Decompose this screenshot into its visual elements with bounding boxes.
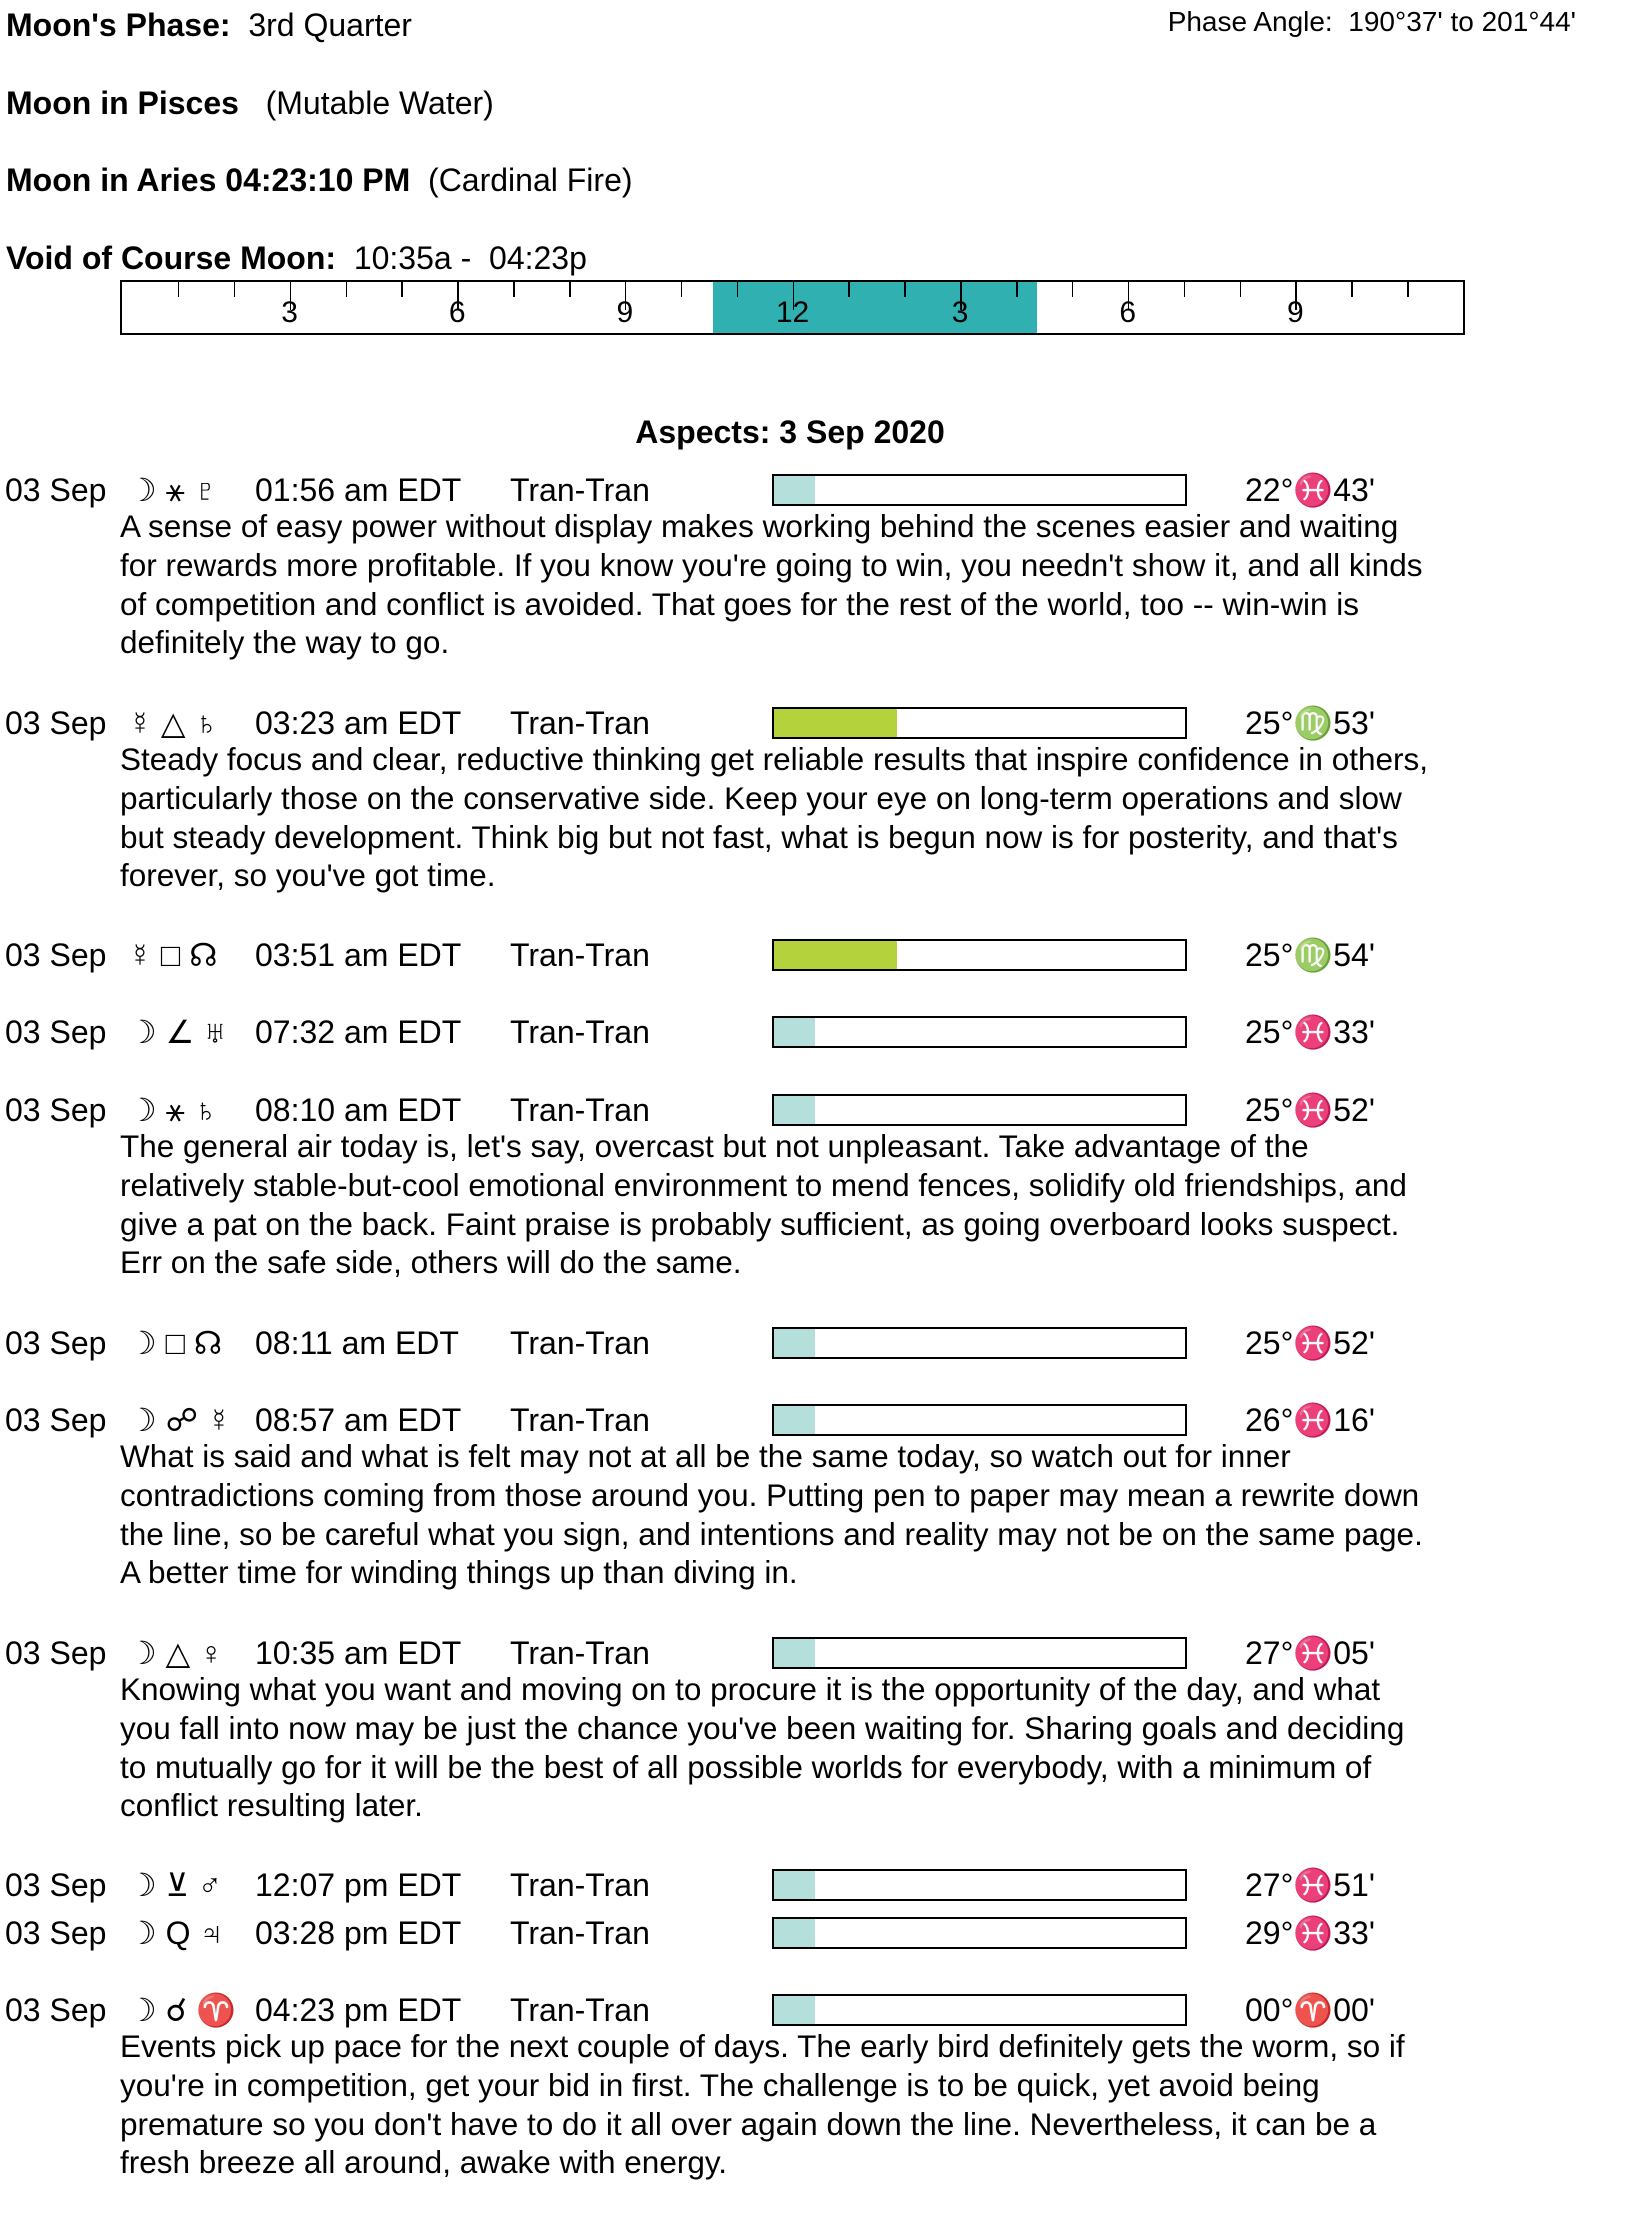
- timeline-tick: [1016, 282, 1018, 297]
- timeline-hour-label: 6: [1119, 296, 1137, 329]
- aspect-description-line: but steady development. Think big but not fast, what is begun now is for posterity, and that's: [120, 818, 1398, 855]
- aspect-time: 01:56 am EDT: [255, 472, 462, 508]
- aspect-strength-fill: [774, 941, 897, 969]
- void-of-course-timeline: [120, 280, 1465, 335]
- aspect-description-line: Err on the safe side, others will do the same.: [120, 1244, 742, 1281]
- aspect-strength-bar: [772, 707, 1187, 739]
- aspect-glyphs-icon: ☽ Q ♃: [128, 1915, 224, 1951]
- aspect-date: 03 Sep: [5, 1325, 107, 1361]
- aspect-description-line: contradictions coming from those around you. Putting pen to paper may mean a rewrite down: [120, 1476, 1420, 1513]
- aspect-degree: 22°♓43': [1245, 472, 1375, 508]
- aspect-row: [0, 470, 1634, 510]
- aspect-description: [120, 507, 1600, 662]
- timeline-tick: [178, 282, 180, 297]
- aspect-glyphs-icon: ☽ ⚹ ♇: [128, 472, 218, 508]
- aspect-degree: 29°♓33': [1245, 1915, 1375, 1951]
- aspect-time: 12:07 pm EDT: [255, 1867, 462, 1903]
- aspect-kind: Tran-Tran: [510, 1867, 650, 1903]
- aspect-time: 03:28 pm EDT: [255, 1915, 462, 1951]
- aspect-description-line: A better time for winding things up than diving in.: [120, 1554, 798, 1591]
- timeline-hour-label: 3: [951, 296, 969, 329]
- aspect-kind: Tran-Tran: [510, 937, 650, 973]
- aspect-kind: Tran-Tran: [510, 1092, 650, 1128]
- aspect-date: 03 Sep: [5, 1992, 107, 2028]
- aspect-description-line: you fall into now may be just the chance you've been waiting for. Sharing goals and deciding: [120, 1709, 1405, 1746]
- aspect-date: 03 Sep: [5, 1635, 107, 1671]
- aspect-row: [0, 703, 1634, 743]
- aspect-row: [0, 1913, 1634, 1953]
- aspect-time: 04:23 pm EDT: [255, 1992, 462, 2028]
- aspect-kind: Tran-Tran: [510, 1635, 650, 1671]
- aspect-description-line: the line, so be careful what you sign, and intentions and reality may not be on the same page.: [120, 1515, 1423, 1552]
- aspect-date: 03 Sep: [5, 1402, 107, 1438]
- aspect-date: 03 Sep: [5, 1014, 107, 1050]
- aspect-row: [0, 1633, 1634, 1673]
- aspect-kind: Tran-Tran: [510, 1014, 650, 1050]
- aspect-date: 03 Sep: [5, 1867, 107, 1903]
- aspect-strength-bar: [772, 939, 1187, 971]
- aspect-strength-bar: [772, 1994, 1187, 2026]
- aspect-degree: 00°♈00': [1245, 1992, 1375, 2028]
- aspect-row: [0, 1865, 1634, 1905]
- timeline-tick: [1072, 282, 1074, 297]
- aspect-description: [120, 2027, 1600, 2182]
- aspects-title: Aspects: 3 Sep 2020: [635, 414, 945, 450]
- aspect-kind: Tran-Tran: [510, 1992, 650, 2028]
- aspect-time: 08:10 am EDT: [255, 1092, 462, 1128]
- aspect-description-line: Steady focus and clear, reductive thinking get reliable results that inspire confidence in others,: [120, 741, 1429, 777]
- aspect-degree: 25°♍54': [1245, 937, 1375, 973]
- aspect-date: 03 Sep: [5, 705, 107, 741]
- moon-ingress-line: [6, 162, 633, 198]
- void-of-course-label: Void of Course Moon:: [6, 240, 337, 276]
- aspect-strength-bar: [772, 1637, 1187, 1669]
- aspect-kind: Tran-Tran: [510, 1325, 650, 1361]
- aspect-glyphs-icon: ☽ ☍ ☿: [128, 1402, 231, 1438]
- void-of-course-value: 10:35a - 04:23p: [353, 240, 587, 276]
- aspect-degree: 27°♓05': [1245, 1635, 1375, 1671]
- aspect-description-line: Knowing what you want and moving on to procure it is the opportunity of the day, and what: [120, 1671, 1381, 1707]
- aspect-strength-fill: [774, 1096, 815, 1124]
- moon-phase-value: 3rd Quarter: [248, 7, 412, 43]
- timeline-tick: [1351, 282, 1353, 297]
- aspect-strength-fill: [774, 1018, 815, 1046]
- moon-phase-label: Moon's Phase:: [6, 7, 231, 43]
- aspect-strength-bar: [772, 1094, 1187, 1126]
- aspect-kind: Tran-Tran: [510, 472, 650, 508]
- aspect-row: [0, 935, 1634, 975]
- aspect-time: 03:51 am EDT: [255, 937, 462, 973]
- aspect-description-line: definitely the way to go.: [120, 624, 450, 661]
- timeline-hour-label: 6: [448, 296, 466, 329]
- timeline-tick: [346, 282, 348, 297]
- timeline-tick: [569, 282, 571, 297]
- aspect-kind: Tran-Tran: [510, 1402, 650, 1438]
- aspect-row: [0, 1400, 1634, 1440]
- aspect-description-line: premature so you don't have to do it all over again down the line. Nevertheless, it can be a: [120, 2105, 1377, 2142]
- aspect-description-line: to mutually go for it will be the best of all possible worlds for everybody, with a minimum of: [120, 1748, 1372, 1785]
- aspect-description: [120, 740, 1600, 895]
- aspect-description-line: give a pat on the back. Faint praise is probably sufficient, as going overboard looks suspect.: [120, 1205, 1400, 1242]
- aspect-strength-fill: [774, 1329, 815, 1357]
- aspect-degree: 27°♓51': [1245, 1867, 1375, 1903]
- moon-sign-quality: (Mutable Water): [265, 85, 494, 121]
- aspect-strength-fill: [774, 1996, 815, 2024]
- aspect-description-line: of competition and conflict is avoided. That goes for the rest of the world, too -- win-win is: [120, 585, 1360, 622]
- aspect-glyphs-icon: ☿ □ ☊: [128, 937, 218, 973]
- aspect-description: [120, 1437, 1600, 1592]
- aspect-glyphs-icon: ☽ △ ♀: [128, 1635, 224, 1671]
- aspect-glyphs-icon: ☿ △ ♄: [128, 705, 219, 741]
- aspect-strength-bar: [772, 1869, 1187, 1901]
- aspect-description: [120, 1670, 1600, 1825]
- moon-phase-line: [6, 7, 412, 43]
- aspect-date: 03 Sep: [5, 937, 107, 973]
- aspect-description-line: forever, so you've got time.: [120, 857, 496, 894]
- aspect-glyphs-icon: ☽ ☌ ♈: [128, 1992, 236, 2028]
- timeline-tick: [848, 282, 850, 297]
- aspect-strength-fill: [774, 1639, 815, 1667]
- timeline-hour-label: 9: [1287, 296, 1304, 329]
- aspect-time: 08:11 am EDT: [255, 1325, 459, 1361]
- aspect-description-line: What is said and what is felt may not at all be the same today, so watch out for inner: [120, 1438, 1291, 1474]
- phase-angle-line: [1168, 5, 1576, 39]
- aspect-description-line: Events pick up pace for the next couple of days. The early bird definitely gets the worm, so if: [120, 2028, 1405, 2064]
- timeline-hour-label: 3: [281, 296, 298, 329]
- aspect-strength-fill: [774, 709, 897, 737]
- aspect-date: 03 Sep: [5, 1915, 107, 1951]
- aspect-description-line: you're in competition, get your bid in first. The challenge is to be quick, yet avoid being: [120, 2066, 1320, 2103]
- moon-sign-line: [6, 85, 494, 121]
- aspect-degree: 25°♓33': [1245, 1014, 1375, 1050]
- aspect-description-line: The general air today is, let's say, overcast but not unpleasant. Take advantage of the: [120, 1128, 1309, 1164]
- aspect-row: [0, 1323, 1634, 1363]
- aspect-glyphs-icon: ☽ ⚹ ♄: [128, 1092, 218, 1128]
- aspect-kind: Tran-Tran: [510, 1915, 650, 1951]
- aspect-strength-bar: [772, 1327, 1187, 1359]
- aspect-time: 07:32 am EDT: [255, 1014, 462, 1050]
- aspect-description-line: relatively stable-but-cool emotional environment to mend fences, solidify old friendships, and: [120, 1166, 1407, 1203]
- aspect-degree: 25°♍53': [1245, 705, 1375, 741]
- aspect-description-line: conflict resulting later.: [120, 1787, 423, 1824]
- phase-angle-label: Phase Angle:: [1167, 6, 1333, 37]
- aspect-description: [120, 1127, 1600, 1282]
- timeline-tick: [234, 282, 236, 297]
- aspect-strength-bar: [772, 1016, 1187, 1048]
- aspect-strength-fill: [774, 476, 815, 504]
- aspect-strength-bar: [772, 1404, 1187, 1436]
- timeline-tick: [1240, 282, 1242, 297]
- aspect-description-line: for rewards more profitable. If you know you're going to win, you needn't show it, and all kinds: [120, 546, 1423, 583]
- aspect-glyphs-icon: ☽ ⊻ ♂: [128, 1867, 222, 1903]
- timeline-tick: [513, 282, 515, 297]
- aspect-strength-bar: [772, 1917, 1187, 1949]
- timeline-tick: [1407, 282, 1409, 297]
- aspect-time: 08:57 am EDT: [255, 1402, 462, 1438]
- timeline-tick: [681, 282, 683, 297]
- aspect-row: [0, 1990, 1634, 2030]
- void-of-course-line: [6, 240, 587, 276]
- moon-ingress-label: Moon in Aries 04:23:10 PM: [6, 162, 411, 198]
- aspect-description-line: fresh breeze all around, awake with energy.: [120, 2144, 728, 2181]
- aspect-row: [0, 1012, 1634, 1052]
- aspect-strength-bar: [772, 474, 1187, 506]
- aspect-time: 10:35 am EDT: [255, 1635, 462, 1671]
- aspect-description-line: particularly those on the conservative side. Keep your eye on long-term operations and slow: [120, 779, 1402, 816]
- aspect-date: 03 Sep: [5, 1092, 107, 1128]
- timeline-hour-label: 12: [775, 296, 810, 329]
- moon-ingress-quality: (Cardinal Fire): [428, 162, 633, 198]
- aspect-glyphs-icon: ☽ ∠ ♅: [128, 1014, 228, 1050]
- aspect-degree: 25°♓52': [1245, 1325, 1375, 1361]
- aspect-glyphs-icon: ☽ □ ☊: [128, 1325, 223, 1361]
- timeline-tick: [737, 282, 739, 297]
- aspect-strength-fill: [774, 1919, 815, 1947]
- moon-sign-label: Moon in Pisces: [6, 85, 239, 121]
- aspect-row: [0, 1090, 1634, 1130]
- timeline-tick: [401, 282, 403, 297]
- timeline-hour-label: 9: [616, 296, 634, 329]
- void-of-course-band: [713, 282, 1037, 333]
- timeline-tick: [1184, 282, 1186, 297]
- aspect-degree: 26°♓16': [1245, 1402, 1375, 1438]
- aspect-degree: 25°♓52': [1245, 1092, 1375, 1128]
- aspect-description-line: A sense of easy power without display makes working behind the scenes easier and waiting: [120, 508, 1399, 544]
- aspect-strength-fill: [774, 1871, 815, 1899]
- aspect-strength-fill: [774, 1406, 815, 1434]
- aspect-time: 03:23 am EDT: [255, 705, 462, 741]
- phase-angle-value: 190°37' to 201°44': [1348, 6, 1576, 37]
- timeline-tick: [904, 282, 906, 297]
- aspect-kind: Tran-Tran: [510, 705, 650, 741]
- aspect-date: 03 Sep: [5, 472, 107, 508]
